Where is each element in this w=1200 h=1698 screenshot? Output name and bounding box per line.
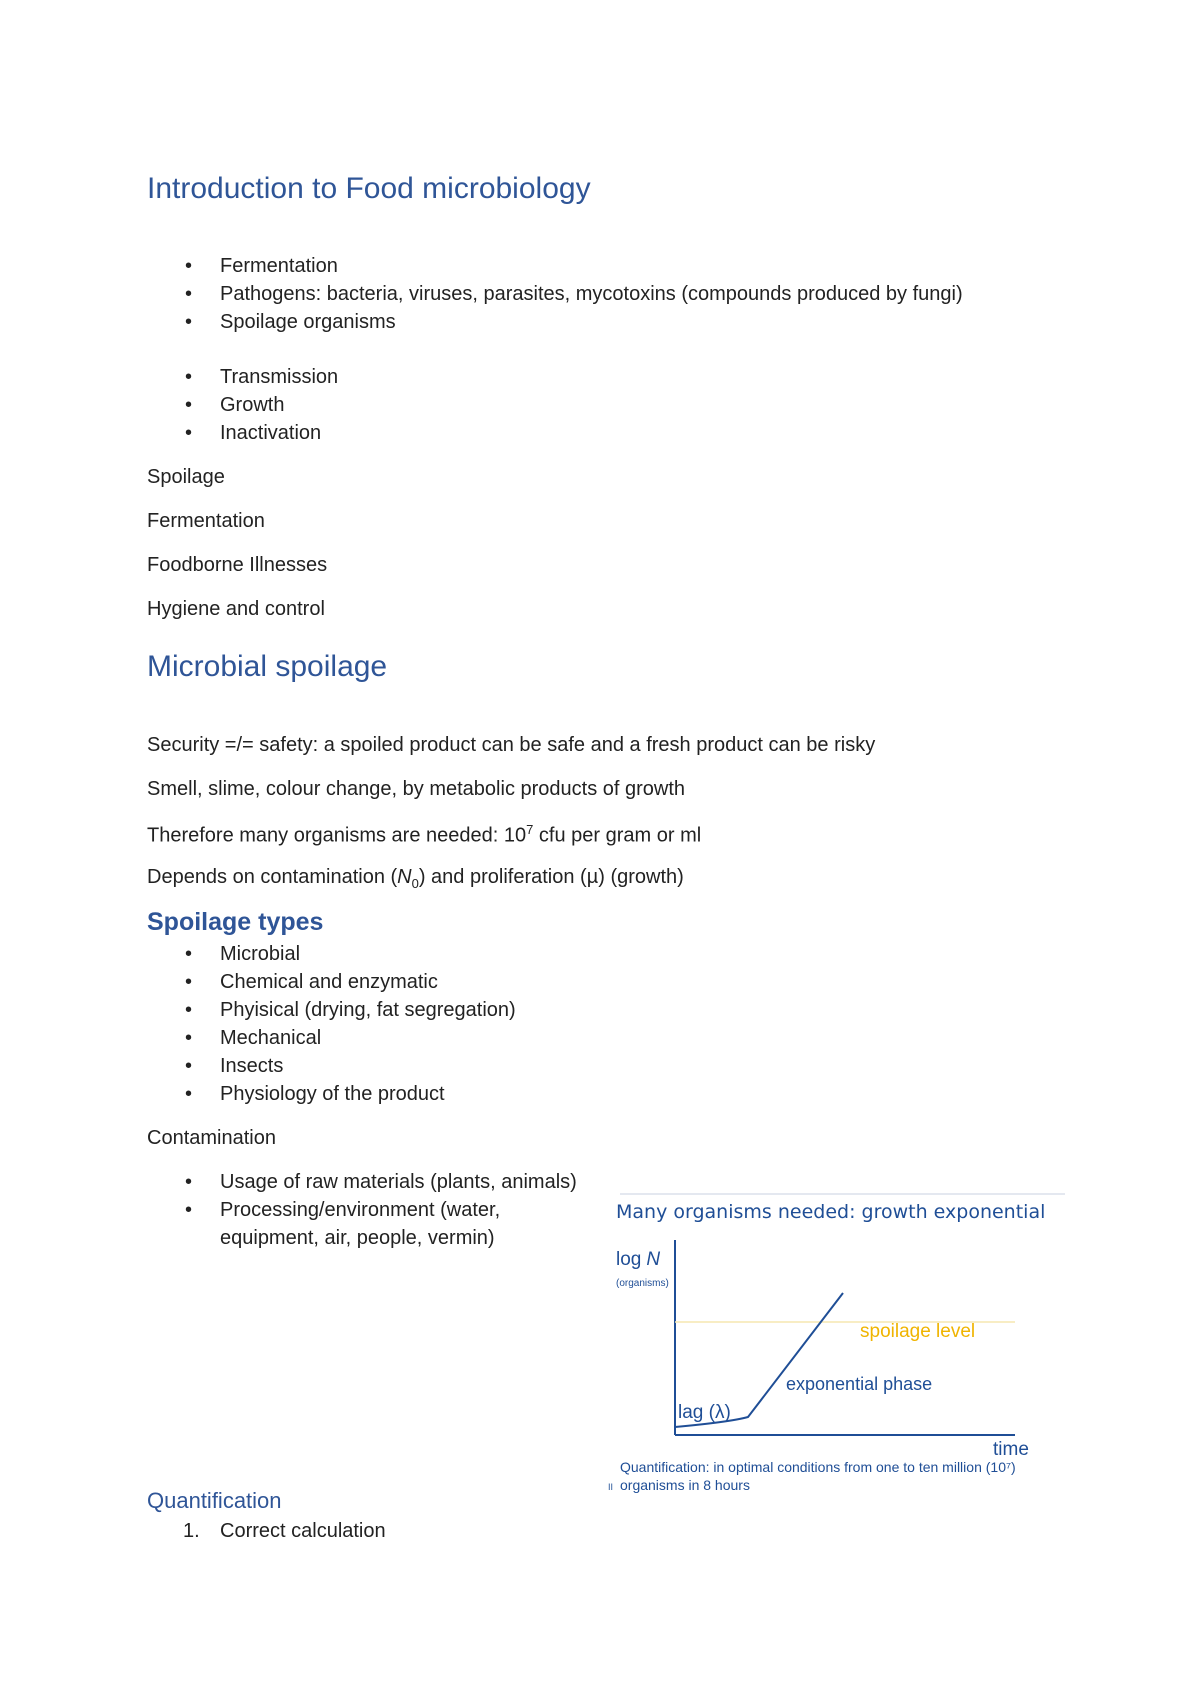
bullet-icon: • [185, 394, 193, 416]
paragraph: Spoilage [147, 466, 225, 488]
paragraph: Contamination [147, 1127, 276, 1149]
bullet-icon: • [185, 311, 193, 333]
bullet-icon: • [185, 366, 193, 388]
figure-caption: Quantification: in optimal conditions from one to ten million (10⁷) [620, 1459, 1016, 1475]
bullet-icon: • [185, 1171, 193, 1193]
bullet-icon: • [185, 1027, 193, 1049]
bullet-icon: • [185, 999, 193, 1021]
bullet-icon: • [185, 255, 193, 277]
subsection-heading: Spoilage types [147, 908, 324, 936]
lag-label: lag (λ) [678, 1402, 731, 1423]
bullet-icon: • [185, 1199, 193, 1221]
spoilage-level-label: spoilage level [860, 1321, 976, 1342]
figure-title: Many organisms needed: growth exponential [616, 1201, 1046, 1223]
paragraph: Fermentation [147, 510, 265, 532]
exponential-phase-label: exponential phase [786, 1374, 933, 1394]
caption-marker: II [608, 1482, 614, 1492]
paragraph: Hygiene and control [147, 598, 325, 620]
bullet-icon: • [185, 1055, 193, 1077]
bullet-icon: • [185, 943, 193, 965]
bullet-icon: • [185, 283, 193, 305]
paragraph: Foodborne Illnesses [147, 554, 328, 576]
y-axis-label: log N [616, 1249, 661, 1270]
bullet-icon: • [185, 971, 193, 993]
paragraph: Therefore many organisms are needed: $10^7$ cfu per gram or ml [147, 822, 702, 847]
figure-caption: organisms in 8 hours [620, 1477, 750, 1493]
bullet-icon: • [185, 422, 193, 444]
y-axis-sublabel: (organisms) [616, 1278, 669, 1289]
bullet-icon: • [185, 1083, 193, 1105]
growth-curve-figure [600, 1192, 1070, 1494]
paragraph: Security =/= safety: a spoiled product can be safe and a fresh product can be risky [147, 734, 876, 756]
subsection-heading: Quantification [147, 1488, 282, 1513]
x-axis-label: time [993, 1439, 1029, 1460]
paragraph: Depends on contamination $(N_0)$ and proliferation (µ) (growth) [147, 866, 684, 891]
paragraph: Smell, slime, colour change, by metabolic products of growth [147, 778, 686, 800]
section-heading: Microbial spoilage [147, 650, 388, 683]
page-title: Introduction to Food microbiology [147, 172, 591, 205]
